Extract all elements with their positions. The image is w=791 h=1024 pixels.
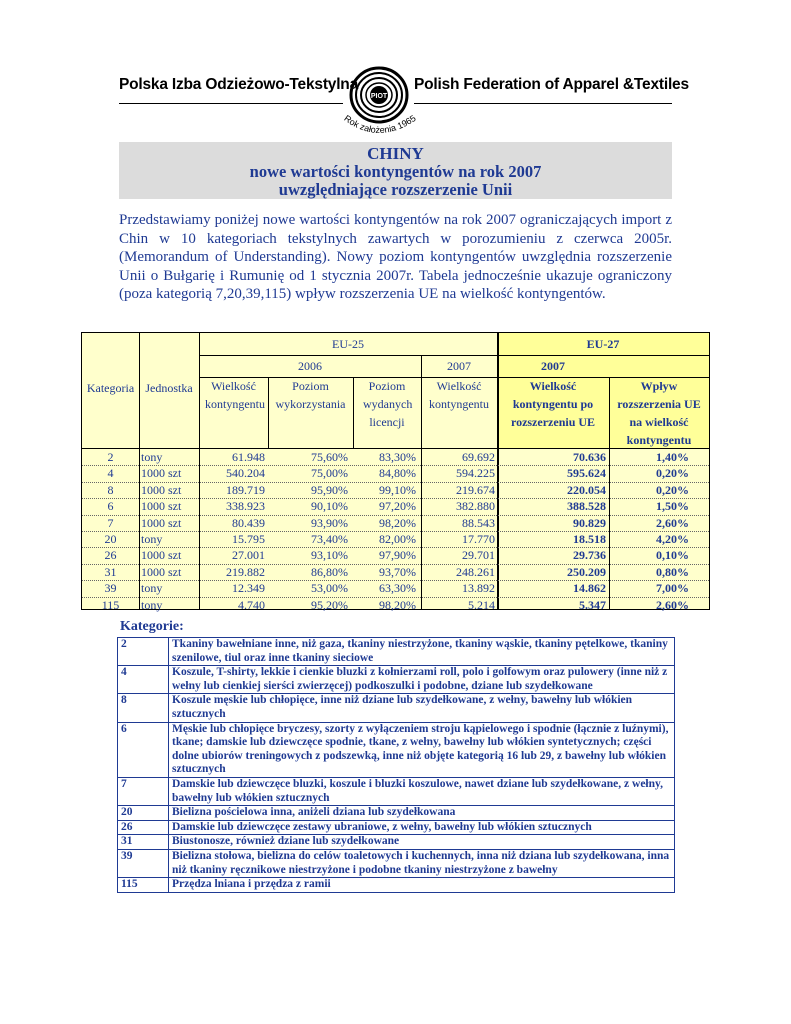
cell-po: 220.054 (567, 482, 606, 497)
table-row (82, 597, 709, 613)
cell-jedn: 1000 szt (141, 515, 182, 530)
cell-lic: 98,20% (379, 515, 416, 530)
kategoria-description: Bielizna stołowa, bielizna do celów toaletowych i kuchennych, inna niż dziana lub szydełkowana, inna niż tkaniny ręcznikowe niestrzyżone i podobne tkaniny niestrzyżone z bawełny (169, 849, 675, 877)
header-left-title: Polska Izba Odzieżowo-Tekstylna (119, 76, 358, 93)
cell-wyk: 73,40% (311, 532, 348, 546)
kategoria-row (118, 849, 675, 877)
table-row (82, 498, 709, 514)
cell-kat: 39 (104, 581, 117, 596)
cell-w06: 61.948 (232, 450, 265, 464)
kategoria-row (118, 638, 675, 666)
table-row (82, 465, 709, 481)
kategoria-row (118, 820, 675, 835)
cell-kat: 6 (107, 499, 114, 514)
table-row (82, 515, 709, 531)
title-subtitle-2: uwzględniające rozszerzenie Unii (278, 180, 513, 199)
cell-jedn: 1000 szt (141, 466, 182, 481)
kategoria-row (118, 722, 675, 777)
cell-lic: 93,70% (379, 564, 416, 579)
cell-wyk: 75,00% (311, 466, 348, 481)
cell-jedn: 1000 szt (141, 564, 182, 579)
cell-po: 388.528 (567, 499, 606, 514)
cell-w06: 12.349 (232, 581, 265, 596)
cell-jedn: 1000 szt (141, 548, 182, 563)
cell-po: 90.829 (573, 515, 606, 530)
header-divider-right (414, 103, 672, 104)
kategoria-description: Męskie lub chłopięce bryczesy, szorty z wyłączeniem stroju kąpielowego i spodnie (łącznie z luźnymi), tkane; damskie lub dziewczęce spodnie, tkane, z wełny, bawełny lub włókien syntetycznych; części dolne ubiorów treningowych z podszewką, inne niż objęte kategorią 16 lub 29, z bawełny lub włókien sztucznych (169, 722, 675, 777)
cell-jedn: tony (141, 597, 163, 612)
cell-wpl: 1,50% (656, 499, 689, 514)
year-2006-header: 2006 (298, 359, 322, 373)
cell-lic: 82,00% (379, 532, 416, 546)
cell-wyk: 86,80% (311, 564, 348, 579)
cell-kat: 20 (104, 532, 117, 546)
cell-wpl: 0,20% (656, 466, 689, 481)
kategoria-number: 2 (118, 638, 169, 666)
kategoria-description: Damskie lub dziewczęce bluzki, koszule i bluzki koszulowe, nawet dziane lub szydełkowane, z wełny, bawełny lub włókien sztucznych (169, 777, 675, 805)
year-2007-header: 2007 (447, 359, 471, 373)
cell-wpl: 4,20% (656, 532, 689, 546)
kategoria-number: 6 (118, 722, 169, 777)
cell-po: 70.636 (573, 450, 606, 464)
cell-w07: 219.674 (456, 482, 495, 497)
intro-paragraph: Przedstawiamy poniżej nowe wartości kontyngentów na rok 2007 ograniczających import z Chin w 10 kategoriach tekstylnych zawartych w porozumieniu z czerwca 2005r. (Memorandum of Understanding). Nowy poziom kontyngentów uwzględnia rozszerzenie Unii o Bułgarię i Rumunię od 1 stycznia 2007r. Tabela jednocześnie ukazuje ograniczony (poza kategorią 7,20,39,115) wpływ rozszerzenia UE na wielkość kontyngentów. (119, 212, 672, 302)
kategoria-description: Przędza lniana i przędza z ramii (169, 878, 675, 893)
quota-table (81, 332, 710, 610)
cell-wyk: 90,10% (311, 499, 348, 514)
cell-jedn: 1000 szt (141, 482, 182, 497)
eu25-header: EU-25 (332, 337, 364, 351)
cell-lic: 83,30% (379, 450, 416, 464)
cell-kat: 115 (101, 597, 120, 612)
kategoria-row (118, 666, 675, 694)
kategoria-description: Damskie lub dziewczęce zestawy ubraniowe, z wełny, bawełny lub włókien sztucznych (169, 820, 675, 835)
kategoria-number: 20 (118, 806, 169, 821)
cell-w06: 80.439 (232, 515, 265, 530)
kategoria-description: Biustonosze, również dziane lub szydełkowane (169, 835, 675, 850)
kategoria-row (118, 806, 675, 821)
cell-w07: 382.880 (456, 499, 495, 514)
cell-kat: 31 (104, 564, 117, 579)
cell-w07: 88.543 (462, 515, 495, 530)
eu27-header: EU-27 (586, 337, 620, 351)
cell-jedn: tony (141, 450, 163, 464)
col-jednostka: Jednostka (145, 381, 193, 395)
kategoria-description: Bielizna pościelowa inna, aniżeli dziana lub szydełkowana (169, 806, 675, 821)
cell-w07: 13.892 (462, 581, 495, 596)
kategoria-row (118, 878, 675, 893)
kategoria-number: 8 (118, 694, 169, 722)
cell-wyk: 75,60% (311, 450, 348, 464)
cell-wpl: 0,80% (656, 564, 689, 579)
cell-w07: 17.770 (462, 532, 495, 546)
cell-wyk: 93,90% (311, 515, 348, 530)
cell-w06: 4.740 (238, 597, 265, 612)
header-right-title: Polish Federation of Apparel &Textiles (414, 76, 689, 93)
cell-wpl: 1,40% (656, 450, 689, 464)
table-row (82, 531, 709, 547)
kategoria-number: 31 (118, 835, 169, 850)
cell-w06: 540.204 (226, 466, 265, 481)
table-row (82, 580, 709, 596)
title-subtitle: nowe wartości kontyngentów na rok 2007 (249, 162, 542, 181)
kategoria-number: 4 (118, 666, 169, 694)
col-poziom-licencji: Poziom wydanych licencji (363, 379, 413, 429)
col-poziom-wykorzystania: Poziom wykorzystania (275, 379, 346, 411)
cell-po: 18.518 (573, 532, 606, 546)
col-wplyw: Wpływ rozszerzenia UE na wielkość kontyngentu (617, 379, 701, 447)
year-2007-eu27-header: 2007 (541, 359, 565, 373)
title-country: CHINY (367, 144, 424, 163)
cell-kat: 8 (107, 482, 114, 497)
table-row (82, 449, 709, 465)
title-box (119, 142, 672, 199)
cell-kat: 4 (107, 466, 114, 481)
kategoria-description: Koszule męskie lub chłopięce, inne niż dziane lub szydełkowane, z wełny, bawełny lub włókien sztucznych (169, 694, 675, 722)
cell-lic: 84,80% (379, 466, 416, 481)
cell-po: 250.209 (567, 564, 606, 579)
cell-po: 14.862 (573, 581, 606, 596)
kategoria-number: 115 (118, 878, 169, 893)
table-row (82, 547, 709, 563)
cell-wyk: 95,90% (311, 482, 348, 497)
col-kategoria: Kategoria (86, 381, 135, 395)
cell-wyk: 93,10% (311, 548, 348, 563)
kategoria-row (118, 835, 675, 850)
col-po-rozszerzeniu: Wielkość kontyngentu po rozszerzeniu UE (510, 379, 596, 429)
logo-caption: Rok założenia 1965 (342, 113, 418, 136)
table-row (82, 482, 709, 498)
kategoria-number: 39 (118, 849, 169, 877)
col-wielkosc-2007: Wielkość kontyngentu (429, 379, 489, 411)
cell-lic: 97,20% (379, 499, 416, 514)
cell-wyk: 95,20% (311, 597, 348, 612)
header-divider-left (119, 103, 343, 104)
cell-kat: 7 (107, 515, 114, 530)
cell-lic: 97,90% (379, 548, 416, 563)
table-row (82, 564, 709, 580)
cell-kat: 26 (104, 548, 117, 563)
cell-po: 5.347 (579, 597, 606, 612)
kategoria-row (118, 694, 675, 722)
cell-lic: 63,30% (379, 581, 416, 596)
cell-w07: 5.214 (468, 597, 495, 612)
kategoria-row (118, 777, 675, 805)
kategoria-description: Koszule, T-shirty, lekkie i cienkie bluzki z kołnierzami roll, polo i golfowym oraz pulowery (inne niż z wełny lub cienkiej sierści zwierzęcej) podkoszulki i podobne, dziane lub szydełkowane (169, 666, 675, 694)
cell-po: 29.736 (573, 548, 606, 563)
logo-text: PIOT (370, 93, 388, 100)
cell-w07: 29.701 (462, 548, 495, 563)
cell-w06: 338.923 (226, 499, 265, 514)
piot-logo (338, 62, 420, 142)
cell-lic: 99,10% (379, 482, 416, 497)
kategorie-title: Kategorie: (120, 619, 184, 634)
cell-wpl: 0,20% (656, 482, 689, 497)
cell-w07: 594.225 (456, 466, 495, 481)
kategoria-number: 26 (118, 820, 169, 835)
cell-kat: 2 (107, 450, 114, 464)
cell-wpl: 2,60% (656, 597, 689, 612)
cell-wyk: 53,00% (311, 581, 348, 596)
cell-lic: 98,20% (379, 597, 416, 612)
cell-wpl: 7,00% (656, 581, 689, 596)
cell-w06: 189.719 (226, 482, 265, 497)
cell-wpl: 0,10% (656, 548, 689, 563)
kategoria-description: Tkaniny bawełniane inne, niż gaza, tkaniny niestrzyżone, tkaniny wąskie, tkaniny pętelkowe, tkaniny szenilowe, tiul oraz inne tkaniny sieciowe (169, 638, 675, 666)
cell-jedn: tony (141, 581, 163, 596)
col-wielkosc-2006: Wielkość kontyngentu (205, 379, 265, 411)
cell-w07: 248.261 (456, 564, 495, 579)
kategoria-number: 7 (118, 777, 169, 805)
cell-po: 595.624 (567, 466, 606, 481)
cell-jedn: tony (141, 532, 163, 546)
cell-jedn: 1000 szt (141, 499, 182, 514)
kategorie-table (117, 637, 675, 893)
cell-w07: 69.692 (462, 450, 495, 464)
cell-w06: 27.001 (232, 548, 265, 563)
cell-wpl: 2,60% (656, 515, 689, 530)
cell-w06: 219.882 (226, 564, 265, 579)
cell-w06: 15.795 (232, 532, 265, 546)
